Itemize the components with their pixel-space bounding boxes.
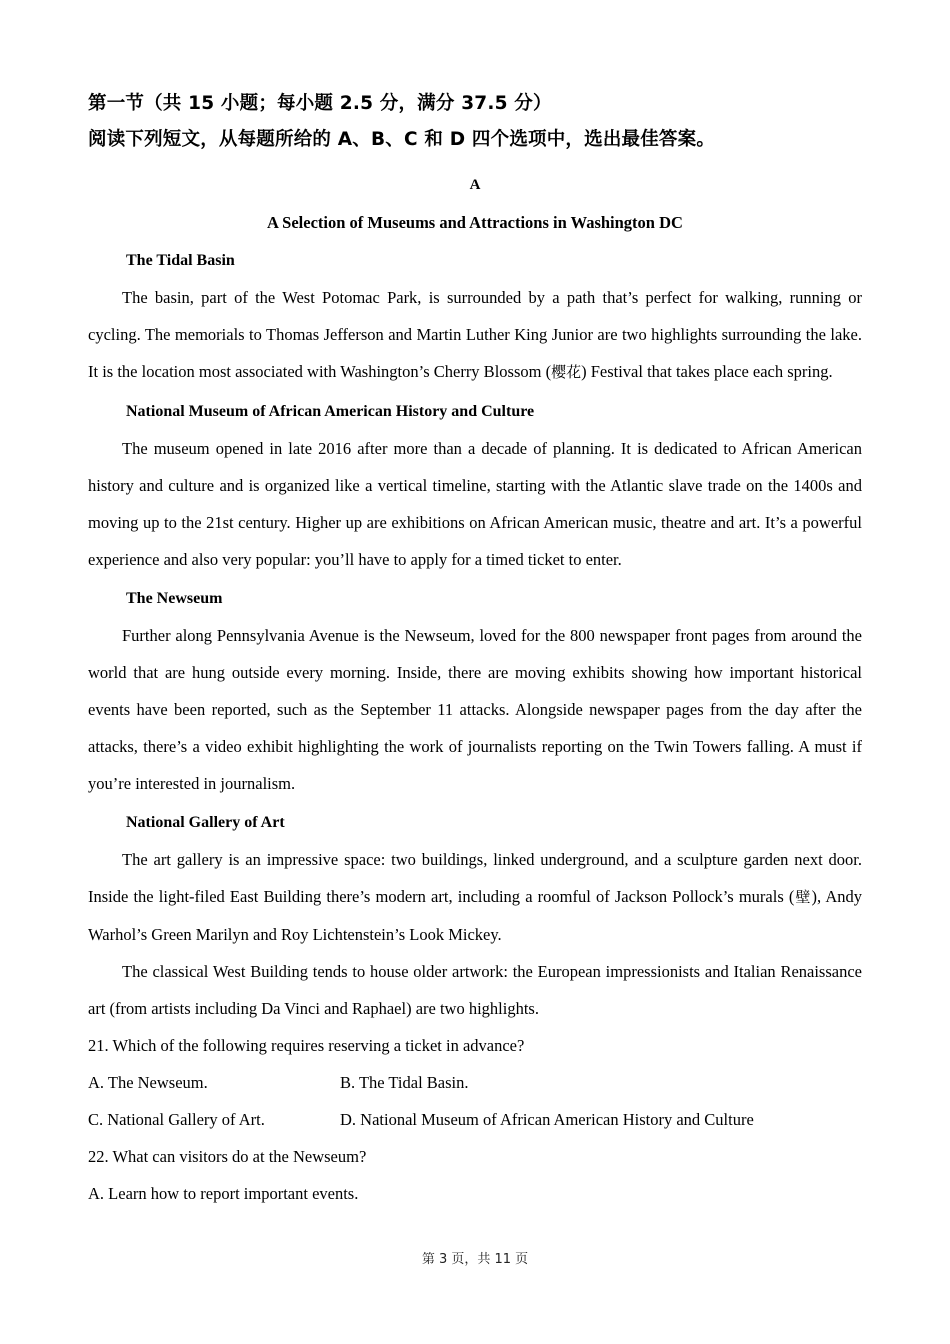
cjk-gloss-cherry-blossom: 樱花: [551, 363, 582, 381]
paragraph-national-gallery-west: [88, 953, 862, 1027]
paragraph-text: The art gallery is an impressive space: two buildings, linked underground, and a sculpture garden next door. Inside the light-filed East Building there’s modern art, including a roomful of Jackson Pollock’s murals (: [88, 850, 862, 906]
question-21-option-d[interactable]: D. National Museum of African American History and Culture: [340, 1110, 754, 1129]
paragraph-text: The basin, part of the West Potomac Park, is surrounded by a path that’s perfect for walking, running or cycling. The memorials to Thomas Jefferson and Martin Luther King Junior are two highlights surrounding the lake. It is the location most associated with Washington’s Cherry Blossom (: [88, 288, 862, 381]
passage-title: A Selection of Museums and Attractions in Washington DC: [267, 213, 683, 232]
question-22-stem: 22. What can visitors do at the Newseum?: [88, 1147, 367, 1166]
section-label: A: [469, 177, 481, 193]
paragraph-national-gallery-east: [88, 841, 862, 953]
question-21-options-row-1: [88, 1064, 862, 1101]
question-21-option-a[interactable]: A. The Newseum.: [88, 1073, 208, 1092]
paragraph-tidal-basin: [88, 279, 862, 391]
paragraph-text-tail: ) Festival that takes place each spring.: [581, 362, 833, 381]
cjk-gloss-mural: 壁: [794, 888, 812, 906]
page-content: [88, 86, 862, 1212]
section-heading-african-american-museum: National Museum of African American History and Culture: [126, 403, 535, 420]
question-21-stem: 21. Which of the following requires reserving a ticket in advance?: [88, 1036, 525, 1055]
paragraph-african-american-museum: [88, 430, 862, 578]
paragraph-newseum: [88, 617, 862, 802]
paragraph-text: The museum opened in late 2016 after more than a decade of planning. It is dedicated to African American history and culture and is organized like a vertical timeline, starting with the Atlantic slave trade on the 1400s and moving up to the 21st century. Higher up are exhibitions on African American music, theatre and art. It’s a powerful experience and also very popular: you’ll have to apply for a timed ticket to enter.: [88, 439, 862, 569]
section-heading-national-gallery: National Gallery of Art: [126, 814, 285, 831]
question-21-option-b[interactable]: B. The Tidal Basin.: [340, 1073, 469, 1092]
page-footer: 第 3 页，共 11 页: [421, 1252, 529, 1267]
paragraph-text: Further along Pennsylvania Avenue is the Newseum, loved for the 800 newspaper front pages from around the world that are hung outside every morning. Inside, there are moving exhibits showing how important historical events have been reported, such as the September 11 attacks. Alongside newspaper pages from the day after the attacks, there’s a video exhibit highlighting the work of journalists reporting on the Twin Towers falling. A must if you’re interested in journalism.: [88, 626, 862, 793]
question-22-options-row-1: [88, 1175, 862, 1212]
question-21-options-row-2: [88, 1101, 862, 1138]
paragraph-text-tail: ), Andy Warhol’s Green Marilyn and Roy Lichtenstein’s Look Mickey.: [88, 887, 862, 944]
section-heading-newseum: The Newseum: [126, 590, 223, 607]
instruction-line-1: 第一节（共 15 小题；每小题 2.5 分，满分 37.5 分）: [88, 93, 552, 114]
instruction-line-2: 阅读下列短文，从每题所给的 A、B、C 和 D 四个选项中，选出最佳答案。: [88, 129, 716, 150]
question-22-option-a[interactable]: A. Learn how to report important events.: [88, 1184, 359, 1203]
paragraph-text: The classical West Building tends to house older artwork: the European impressionists and Italian Renaissance art (from artists including Da Vinci and Raphael) are two highlights.: [88, 962, 862, 1018]
question-21-option-c[interactable]: C. National Gallery of Art.: [88, 1110, 265, 1129]
section-heading-tidal-basin: The Tidal Basin: [126, 252, 235, 269]
